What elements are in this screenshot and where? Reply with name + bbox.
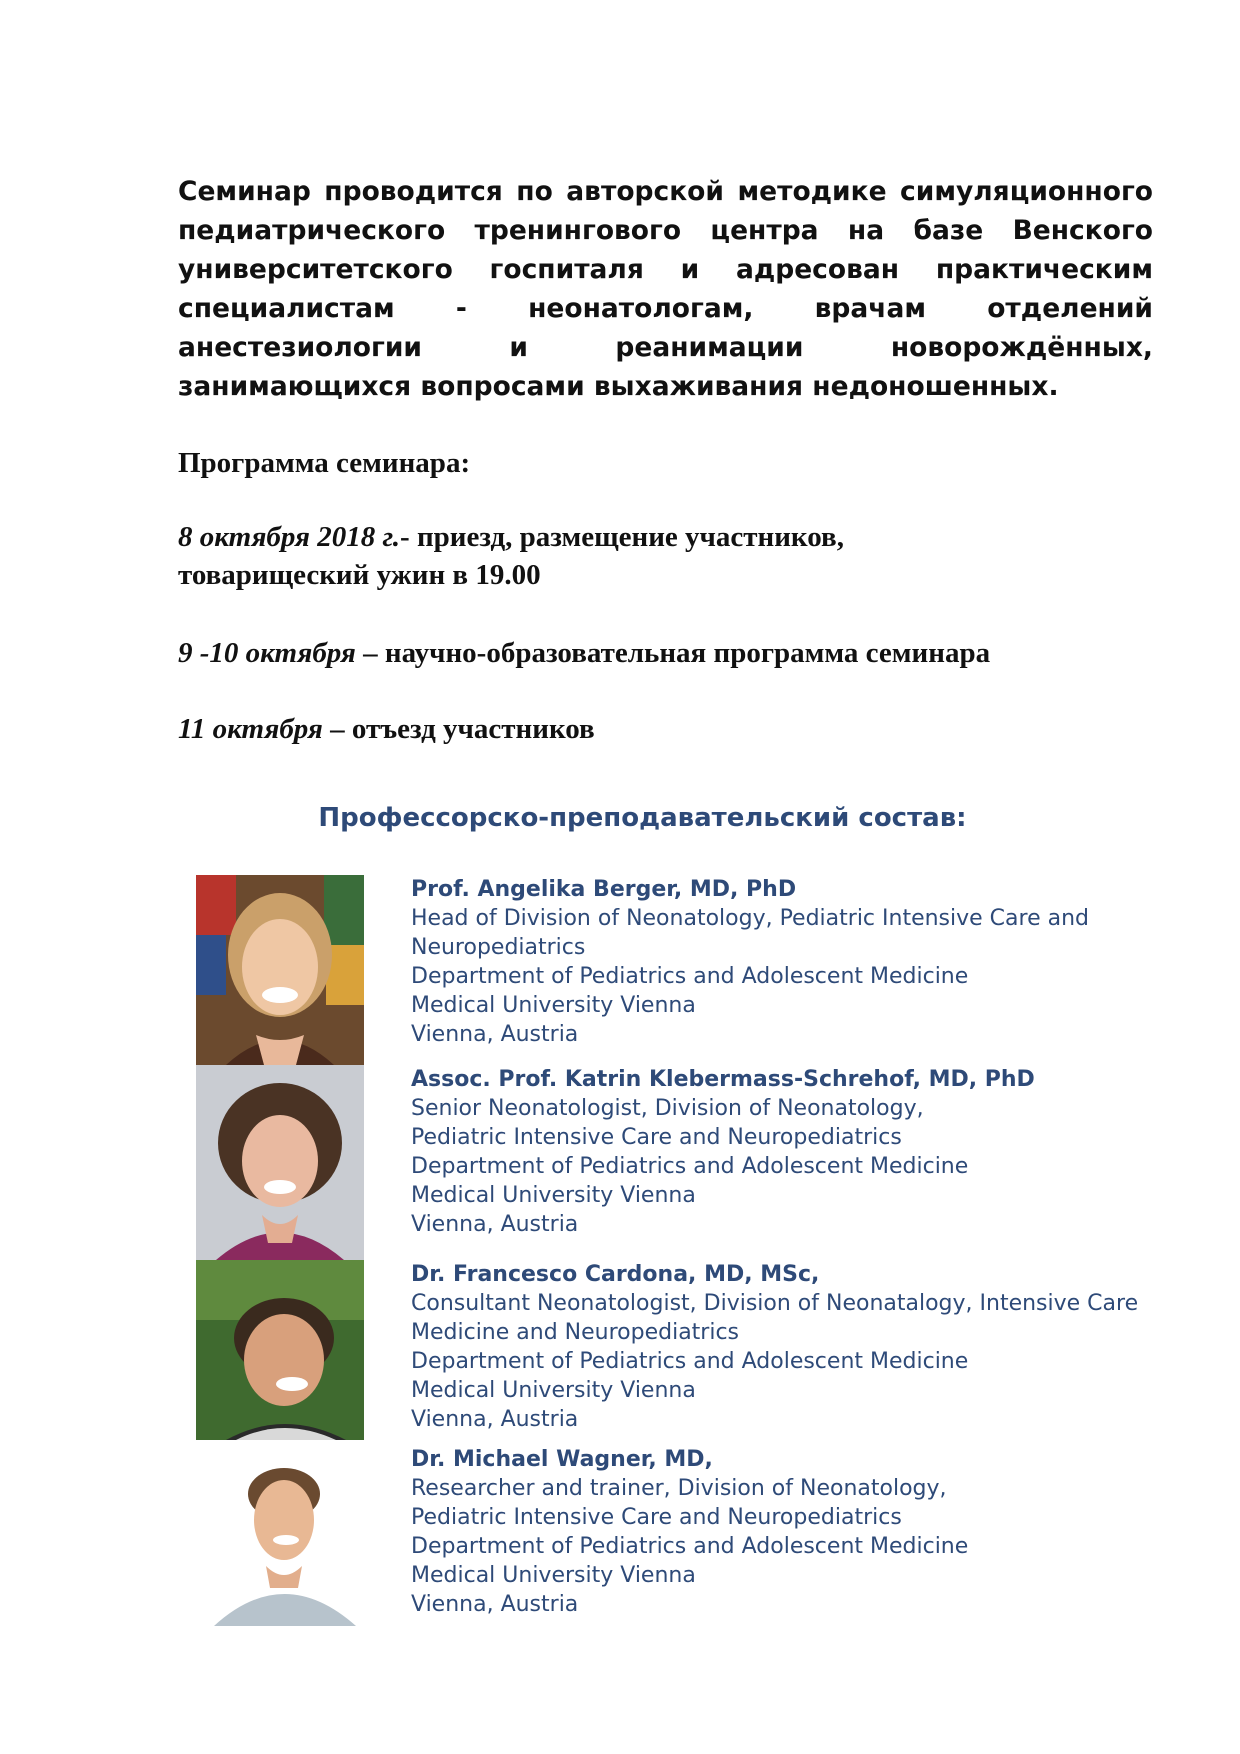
faculty-member-4 [411,1445,1211,1619]
program-item-1-text: - приезд, размещение участников, [400,521,844,553]
program-item-2 [178,634,990,672]
faculty-member-line: Medical University Vienna [411,1378,696,1403]
faculty-member-1 [411,875,1211,1049]
faculty-member-line: Department of Pediatrics and Adolescent Medicine [411,1154,969,1179]
faculty-member-line: Medical University Vienna [411,1563,696,1588]
faculty-member-line: Consultant Neonatologist, Division of Neonatalogy, Intensive Care [411,1291,1139,1316]
faculty-member-name: Prof. Angelika Berger, MD, PhD [411,877,797,902]
faculty-member-name: Dr. Michael Wagner, MD, [411,1447,713,1472]
program-item-1 [178,518,844,556]
faculty-member-3 [411,1260,1211,1434]
faculty-member-line: Head of Division of Neonatology, Pediatric Intensive Care and [411,906,1090,931]
faculty-heading [0,800,1240,836]
faculty-member-line: Neuropediatrics [411,935,586,960]
program-item-1-continuation: товарищеский ужин в 19.00 [178,559,541,591]
faculty-member-line: Senior Neonatologist, Division of Neonatology, [411,1096,924,1121]
program-item-2-text: – научно-образовательная программа семинара [355,637,991,669]
faculty-member-line: Researcher and trainer, Division of Neonatology, [411,1476,947,1501]
faculty-photo-cardona [196,1260,364,1440]
faculty-photo-klebermass [196,1065,364,1260]
faculty-photo-berger [196,875,364,1065]
faculty-member-line: Medical University Vienna [411,1183,696,1208]
faculty-heading-text: Профессорско-преподавательский состав: [318,803,967,833]
program-item-3-date: 11 октября [178,713,323,745]
faculty-member-line: Medical University Vienna [411,993,696,1018]
faculty-member-line: Department of Pediatrics and Adolescent Medicine [411,1534,969,1559]
program-title: Программа семинара: [178,447,471,479]
faculty-member-2 [411,1065,1211,1239]
program-item-3-text: – отъезд участников [322,713,595,745]
faculty-member-line: Department of Pediatrics and Adolescent Medicine [411,964,969,989]
faculty-member-line: Medicine and Neuropediatrics [411,1320,740,1345]
faculty-member-line: Vienna, Austria [411,1407,579,1432]
program-item-1-date: 8 октября 2018 г. [178,521,401,553]
intro-paragraph: Семинар проводится по авторской методике симуляционного педиатрического тренингового центра на базе Венского университетского госпиталя и адресован практическим специалистам - неонатологам, врачам отделений анестезиологии и реанимации новорождённых, занимающихся вопросами выхаживания недоношенных. [178,176,1153,402]
faculty-photo-wagner [204,1458,366,1626]
faculty-member-name: Assoc. Prof. Katrin Klebermass-Schrehof, MD, PhD [411,1067,1035,1092]
faculty-member-line: Department of Pediatrics and Adolescent Medicine [411,1349,969,1374]
program-item-3 [178,710,595,748]
faculty-member-name: Dr. Francesco Cardona, MD, MSc, [411,1262,820,1287]
faculty-member-line: Pediatric Intensive Care and Neuropediatrics [411,1125,902,1150]
faculty-member-line: Vienna, Austria [411,1022,579,1047]
program-item-2-date: 9 -10 октября [178,637,356,669]
faculty-member-line: Vienna, Austria [411,1592,579,1617]
faculty-member-line: Vienna, Austria [411,1212,579,1237]
faculty-member-line: Pediatric Intensive Care and Neuropediatrics [411,1505,902,1530]
